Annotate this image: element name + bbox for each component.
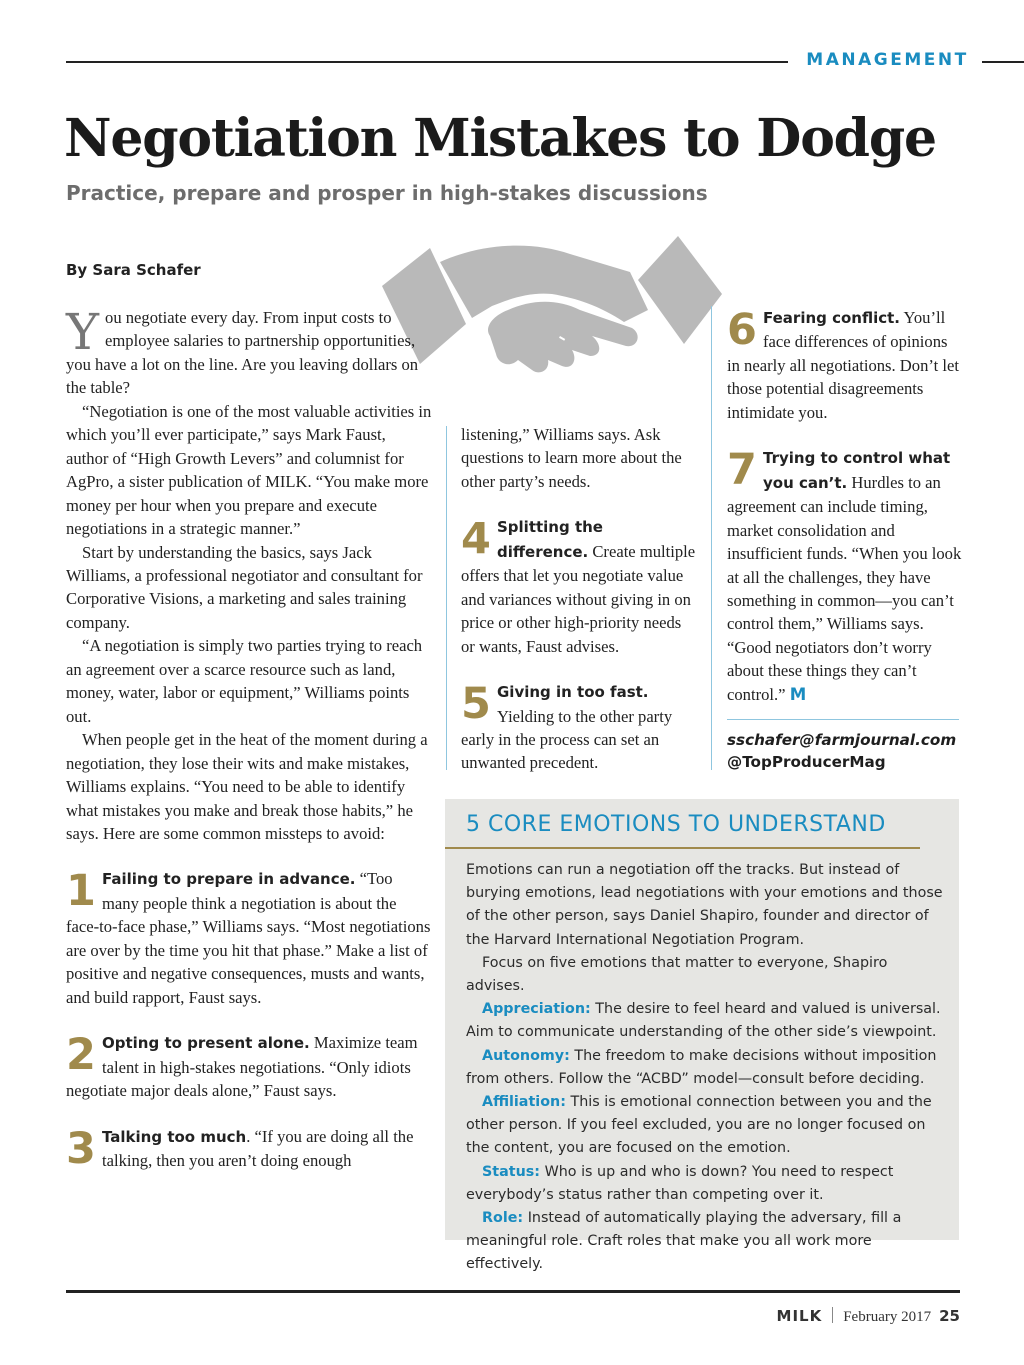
header-rule-left: [66, 61, 788, 63]
page-number: 25: [939, 1307, 960, 1325]
emotion-item: [466, 1045, 946, 1091]
mistake-number: 2: [66, 1030, 96, 1081]
mistake-heading: Opting to present alone.: [102, 1034, 310, 1053]
signature-rule: [727, 719, 959, 720]
mistake-item: [66, 1031, 432, 1102]
mistake-text: Hurdles to an agreement can include timing, market consolidation and insufficient funds. “When you look at all the challenges, they have something in common—you can’t control them,” Williams says. “Good negotiators don’t worry about these things they can’t control.”: [727, 472, 962, 704]
mistake-text: Yielding to the other party early in the process can set an unwanted precedent.: [461, 706, 673, 773]
drop-cap: Y: [66, 303, 100, 361]
emotion-text: Who is up and who is down? You need to respect everybody’s status rather than competing over it.: [466, 1163, 894, 1203]
continuation-text: listening,” Williams says. Ask questions to learn more about the other party’s needs.: [461, 425, 682, 491]
mistake-heading: Failing to prepare in advance.: [102, 870, 356, 889]
article-column-2: [461, 423, 699, 775]
emotion-text: The desire to feel heard and valued is universal. Aim to communicate understanding of the other side’s viewpoint.: [466, 1001, 941, 1041]
footer-rule: [66, 1290, 960, 1293]
mistake-text: You’ll face differences of opinions in nearly all negotiations. Don’t let those potential disagreements intimidate you.: [727, 308, 959, 422]
sidebar-focus: Focus on five emotions that matter to everyone, Shapiro advises.: [466, 954, 888, 995]
mistake-number: 6: [727, 305, 757, 355]
sidebar-title: 5 CORE EMOTIONS TO UNDERSTAND: [466, 812, 886, 837]
mistake-number: 3: [66, 1123, 96, 1174]
mistake-item: [727, 306, 962, 424]
mistake-item: [461, 680, 699, 775]
mistake-item: [66, 1125, 432, 1173]
emotion-key: Affiliation:: [482, 1094, 566, 1111]
magazine-logo: MILK: [776, 1307, 823, 1325]
article-column-1: [66, 303, 432, 1174]
article-column-3: [727, 306, 962, 706]
footer-separator: [832, 1307, 833, 1323]
sidebar-intro: Emotions can run a negotiation off the tracks. But instead of burying emotions, lead negotiations with your emotions and those of the other person, says Daniel Shapiro, founder and director of the Harvard International Negotiation Program.: [466, 862, 943, 948]
sidebar-body: [466, 859, 946, 1277]
mistake-number: 4: [461, 514, 491, 565]
emotion-item: [466, 1161, 946, 1207]
column-divider: [711, 306, 712, 770]
mistake-heading: Fearing conflict.: [763, 309, 901, 327]
mistake-text: Create multiple offers that let you negotiate value and variances without giving in on price or other high-priority needs or wants, Faust advises.: [461, 541, 696, 656]
mistake-heading: Trying to control what you can’t.: [763, 449, 951, 492]
mistake-number: 7: [727, 445, 757, 496]
section-label: MANAGEMENT: [806, 50, 969, 70]
intro-paragraph: ou negotiate every day. From input costs to employee salaries to partnership opportunities, you have a lot on the line. Are you leaving dollars on the table?: [66, 308, 419, 398]
column-divider: [446, 426, 447, 770]
mistake-item: [461, 515, 699, 658]
header-rule-right: [982, 61, 1024, 63]
emotion-text: The freedom to make decisions without imposition from others. Follow the “ACBD” model—consult before deciding.: [466, 1047, 937, 1087]
emotion-item: [466, 998, 946, 1044]
end-mark: M: [789, 684, 807, 704]
article-title: Negotiation Mistakes to Dodge: [64, 108, 936, 169]
body-paragraph: “Negotiation is one of the most valuable activities in which you’ll ever participate,” says Mark Faust, author of “High Growth Levers” and columnist for AgPro, a sister publication of MILK. “You make more money per hour when you prepare and execute negotiations in a strategic manner.”: [66, 401, 432, 539]
body-paragraph: “A negotiation is simply two parties trying to reach an agreement over a scarce resource such as land, money, water, labor or equipment,” Williams points out.: [66, 636, 423, 726]
mistake-heading: Giving in too fast.: [497, 683, 649, 702]
mistake-heading: Splitting the difference.: [497, 518, 603, 561]
sidebar-title-rule: [445, 847, 920, 849]
emotion-text: This is emotional connection between you and the other person. If you feel excluded, you are no longer focused on the content, you are focused on the emotion.: [466, 1094, 932, 1157]
emotion-key: Role:: [482, 1210, 524, 1227]
mistake-text: . “If you are doing all the talking, then you aren’t doing enough: [102, 1126, 414, 1170]
mistake-text: “Too many people think a negotiation is about the face-to-face phase,” Williams says. “Most negotiations are over by the time you hit that phase.” Make a list of positive and negative consequences, musts and wants, and build rapport, Faust says.: [66, 869, 431, 1007]
byline: By Sara Schafer: [66, 261, 201, 279]
author-contact: [727, 729, 956, 773]
mistake-text: Maximize team talent in high-stakes negotiations. “Only idiots negotiate major deals alone,” Faust says.: [66, 1033, 418, 1101]
mistake-heading: Talking too much: [102, 1127, 247, 1146]
mistake-item: [66, 867, 432, 1009]
mistake-number: 1: [66, 866, 96, 917]
emotion-text: Instead of automatically playing the adversary, fill a meaningful role. Craft roles that make you all work more effectively.: [466, 1210, 902, 1273]
author-email[interactable]: sschafer@farmjournal.com: [727, 731, 957, 749]
issue-date: February 2017: [843, 1309, 932, 1325]
body-paragraph: Start by understanding the basics, says Jack Williams, a professional negotiator and consultant for Corporative Visions, a marketing and sales training company.: [66, 542, 423, 632]
emotion-item: [466, 1207, 946, 1277]
emotion-key: Autonomy:: [482, 1047, 570, 1064]
mistake-item: [727, 446, 962, 706]
author-handle[interactable]: @TopProducerMag: [727, 753, 886, 771]
emotion-key: Appreciation:: [482, 1001, 591, 1018]
mistake-number: 5: [461, 679, 491, 730]
article-subtitle: Practice, prepare and prosper in high-stakes discussions: [66, 181, 708, 205]
emotion-item: [466, 1091, 946, 1161]
body-paragraph: When people get in the heat of the moment during a negotiation, they lose their wits and make mistakes, Williams explains. “You need to be able to identify what mistakes you make and break those habits,” he says. Here are some common missteps to avoid:: [66, 730, 428, 843]
page-footer: [777, 1307, 960, 1326]
emotion-key: Status:: [482, 1163, 541, 1180]
